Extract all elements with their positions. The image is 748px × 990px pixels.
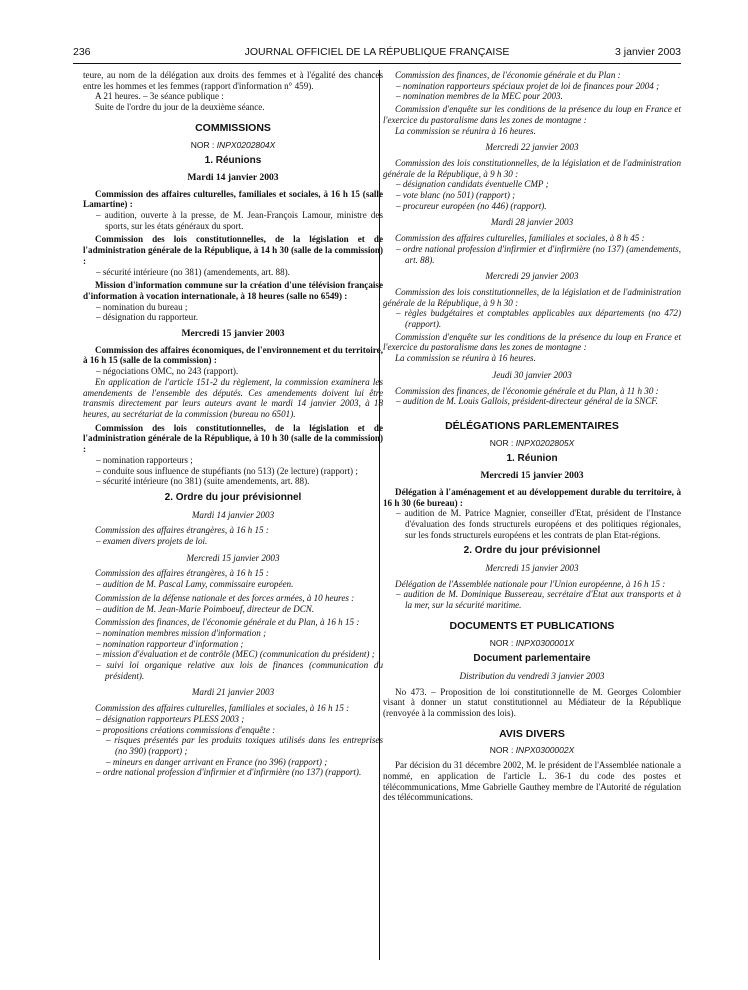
avis-paragraph: Par décision du 31 décembre 2002, M. le président de l'Assemblée nationale a nommé, en application de l'article L. 36-1 du code des postes et télécommunications, Mme Gabrielle Gauthey membre de l'Autorité de régulation des télécommunications. (383, 760, 681, 803)
nor-reference (383, 745, 681, 756)
subsection-title: Document parlementaire (473, 653, 591, 665)
delegation-heading: Délégation à l'aménagement et au développement durable du territoire, à 16 h 30 (6e bureau) : (383, 486, 681, 508)
right-column (383, 70, 681, 803)
subsection-title: 2. Ordre du jour prévisionnel (463, 545, 601, 557)
commission-heading: Commission des finances, de l'économie générale et du Plan : (395, 70, 621, 80)
commission-heading: Commission des affaires étrangères, à 16 h 15 : (95, 568, 269, 579)
agenda-item: – règles budgétaires et comptables applicables aux départements (no 472) (rapport). (396, 308, 681, 330)
agenda-item: – audition de M. Patrice Magnier, conseiller d'Etat, président de l'Instance d'évaluation des fonds structurels européens et des politiques régionales, sur les fonds structurels européens et les contrats de plan Etat-régions. (396, 508, 681, 540)
commission-heading: Commission des affaires étrangères, à 16 h 15 : (95, 525, 269, 536)
nor-reference (383, 438, 681, 449)
commission-note: La commission se réunira à 16 heures. (395, 125, 536, 136)
distribution-date: Distribution du vendredi 3 janvier 2003 (459, 670, 605, 681)
nor-reference (383, 638, 681, 649)
nor-label: NOR : (489, 437, 514, 448)
subsection-title: 1. Réunions (204, 155, 262, 167)
agenda-item: – ordre national profession d'infirmier et d'infirmière (no 137) (rapport). (96, 767, 362, 778)
commission-note: En application de l'article 151-2 du règlement, la commission examinera les amendements de l'ensemble des députés. Ces amendements doivent lui être transmis directement par leurs auteurs avant le mardi 14 janvier 2003, à 18 heures, au secrétariat de la commission (bureau no 6501). (83, 376, 383, 419)
agenda-item: – nomination membres de la MEC pour 2003. (396, 91, 563, 102)
section-title-avis: AVIS DIVERS (499, 727, 565, 740)
date-heading: Mercredi 15 janvier 2003 (181, 328, 285, 340)
agenda-item: – sécurité intérieure (no 381) (amendements, art. 88). (96, 266, 290, 277)
agenda-item: – ordre national profession d'infirmier et d'infirmière (no 137) (amendements, art. 88). (396, 243, 681, 265)
date-heading: Mercredi 22 janvier 2003 (485, 142, 579, 153)
agenda-item: – mission d'évaluation et de contrôle (MEC) (communication du président) ; (96, 649, 375, 660)
page-header (73, 46, 681, 62)
commission-heading: Commission des lois constitutionnelles, de la législation et de l'administration générale de la République, à 9 h 30 : (383, 157, 681, 179)
commission-heading: Commission des affaires culturelles, familiales et sociales, à 16 h 15 : (95, 703, 350, 714)
agenda-item: – suivi loi organique relative aux lois de finances (communication du président). (96, 660, 383, 681)
commission-heading: Commission des lois constitutionnelles, de la législation et de l'administration générale de la République, à 10 h 30 (salle de la commission) : (83, 422, 383, 455)
agenda-item: – audition de M. Pascal Lamy, commissaire européen. (96, 579, 294, 590)
left-column (83, 70, 383, 778)
section-title-commissions: COMMISSIONS (195, 121, 271, 134)
agenda-subitem: – risques présentés par les produits toxiques utilisés dans les entreprises (no 390) (rapport) ; (106, 735, 383, 756)
commission-heading: Commission des finances, de l'économie générale et du Plan, à 16 h 15 : (95, 617, 360, 628)
issue-date: 3 janvier 2003 (615, 46, 681, 58)
date-heading: Mercredi 29 janvier 2003 (485, 271, 579, 282)
agenda-item: – conduite sous influence de stupéfiants (no 513) (2e lecture) (rapport) ; (96, 465, 358, 476)
document-entry: No 473. – Proposition de loi constitutionnelle de M. Georges Colombier visant à donner un statut constitutionnel au Médiateur de la République (renvoyée à la commission des lois). (383, 686, 681, 719)
journal-title: JOURNAL OFFICIEL DE LA RÉPUBLIQUE FRANÇAISE (244, 46, 510, 58)
date-heading: Mardi 14 janvier 2003 (187, 171, 279, 183)
nor-code: INPX0300001X (515, 637, 575, 648)
nor-label: NOR : (489, 637, 514, 648)
date-heading: Jeudi 30 janvier 2003 (492, 369, 572, 380)
nor-reference (83, 140, 383, 151)
agenda-item: – nomination rapporteur d'information ; (96, 638, 244, 649)
seance-line: A 21 heures. – 3e séance publique : (95, 91, 224, 102)
agenda-item: – audition de M. Dominique Bussereau, secrétaire d'Etat aux transports et à la mer, sur la sécurité maritime. (396, 589, 681, 611)
commission-heading: Commission de la défense nationale et des forces armées, à 10 heures : (95, 592, 355, 603)
agenda-item: – audition, ouverte à la presse, de M. Jean-François Lamour, ministre des sports, sur les états généraux du sport. (96, 210, 383, 231)
agenda-item: – audition de M. Jean-Marie Poimboeuf, directeur de DCN. (96, 603, 315, 614)
commission-note: La commission se réunira à 16 heures. (395, 353, 536, 364)
agenda-item: – propositions créations commissions d'enquête : (96, 724, 276, 735)
date-heading: Mercredi 15 janvier 2003 (485, 563, 579, 574)
nor-code: INPX0300002X (515, 745, 575, 756)
agenda-item: – examen divers projets de loi. (96, 536, 208, 547)
nor-label: NOR : (190, 139, 215, 150)
intro-paragraph: teure, au nom de la délégation aux droits des femmes et à l'égalité des chances entre les hommes et les femmes (rapport d'information n° 459). (83, 70, 383, 91)
agenda-item: – sécurité intérieure (no 381) (suite amendements, art. 88). (96, 476, 310, 487)
date-heading: Mardi 14 janvier 2003 (191, 509, 275, 520)
section-title-delegations: DÉLÉGATIONS PARLEMENTAIRES (445, 419, 619, 432)
delegation-heading: Délégation de l'Assemblée nationale pour l'Union européenne, à 16 h 15 : (395, 578, 666, 589)
agenda-item: – désignation rapporteurs PLESS 2003 ; (96, 713, 245, 724)
subsection-title: 2. Ordre du jour prévisionnel (164, 491, 302, 503)
agenda-item: – vote blanc (no 501) (rapport) ; (396, 190, 516, 201)
commission-heading: Commission d'enquête sur les conditions de la présence du loup en France et l'exercice du pastoralisme dans les zones de montagne : (383, 331, 681, 353)
agenda-item: – nomination rapporteurs ; (96, 454, 193, 465)
date-heading: Mercredi 15 janvier 2003 (480, 470, 584, 482)
agenda-item: – nomination du bureau ; (96, 301, 188, 312)
agenda-subitem: – mineurs en danger arrivant en France (no 396) (rapport) ; (106, 756, 328, 767)
nor-code: INPX0202805X (515, 437, 575, 448)
page-number: 236 (73, 46, 91, 58)
commission-heading: Commission des finances, de l'économie générale et du Plan, à 11 h 30 : (395, 385, 659, 396)
agenda-item: – audition de M. Louis Gallois, président-directeur général de la SNCF. (396, 396, 658, 407)
commission-heading: Commission des affaires culturelles, familiales et sociales, à 8 h 45 : (395, 233, 645, 244)
commission-heading: Commission des lois constitutionnelles, de la législation et de l'administration générale de la République, à 9 h 30 : (383, 286, 681, 308)
date-heading: Mardi 21 janvier 2003 (191, 687, 275, 698)
subsection-title: 1. Réunion (506, 453, 558, 465)
agenda-item: – négociations OMC, no 243 (rapport). (96, 366, 239, 377)
commission-heading: Commission d'enquête sur les conditions de la présence du loup en France et l'exercice du pastoralisme dans les zones de montagne : (383, 104, 681, 125)
agenda-item: – procureur européen (no 446) (rapport). (396, 200, 547, 211)
agenda-item: – désignation du rapporteur. (96, 312, 199, 323)
suite-line: Suite de l'ordre du jour de la deuxième séance. (95, 102, 265, 113)
commission-heading: Commission des affaires culturelles, familiales et sociales, à 16 h 15 (salle Lamartine) : (83, 188, 383, 210)
section-title-documents: DOCUMENTS ET PUBLICATIONS (449, 619, 615, 632)
nor-code: INPX0202804X (216, 139, 276, 150)
nor-label: NOR : (489, 745, 514, 756)
commission-heading: Commission des affaires économiques, de l'environnement et du territoire, à 16 h 15 (salle de la commission) : (83, 344, 383, 366)
header-rule (73, 63, 681, 64)
date-heading: Mercredi 15 janvier 2003 (186, 552, 280, 563)
agenda-item: – nomination membres mission d'information ; (96, 627, 267, 638)
agenda-item: – nomination rapporteurs spéciaux projet de loi de finances pour 2004 ; (396, 80, 660, 91)
commission-heading: Mission d'information commune sur la création d'une télévision française d'information à vocation internationale, à 18 heures (salle no 6549) : (83, 280, 383, 301)
date-heading: Mardi 28 janvier 2003 (490, 217, 574, 228)
agenda-item: – désignation candidats éventuelle CMP ; (396, 179, 549, 190)
commission-heading: Commission des lois constitutionnelles, de la législation et de l'administration générale de la République, à 14 h 30 (salle de la commission) : (83, 234, 383, 266)
